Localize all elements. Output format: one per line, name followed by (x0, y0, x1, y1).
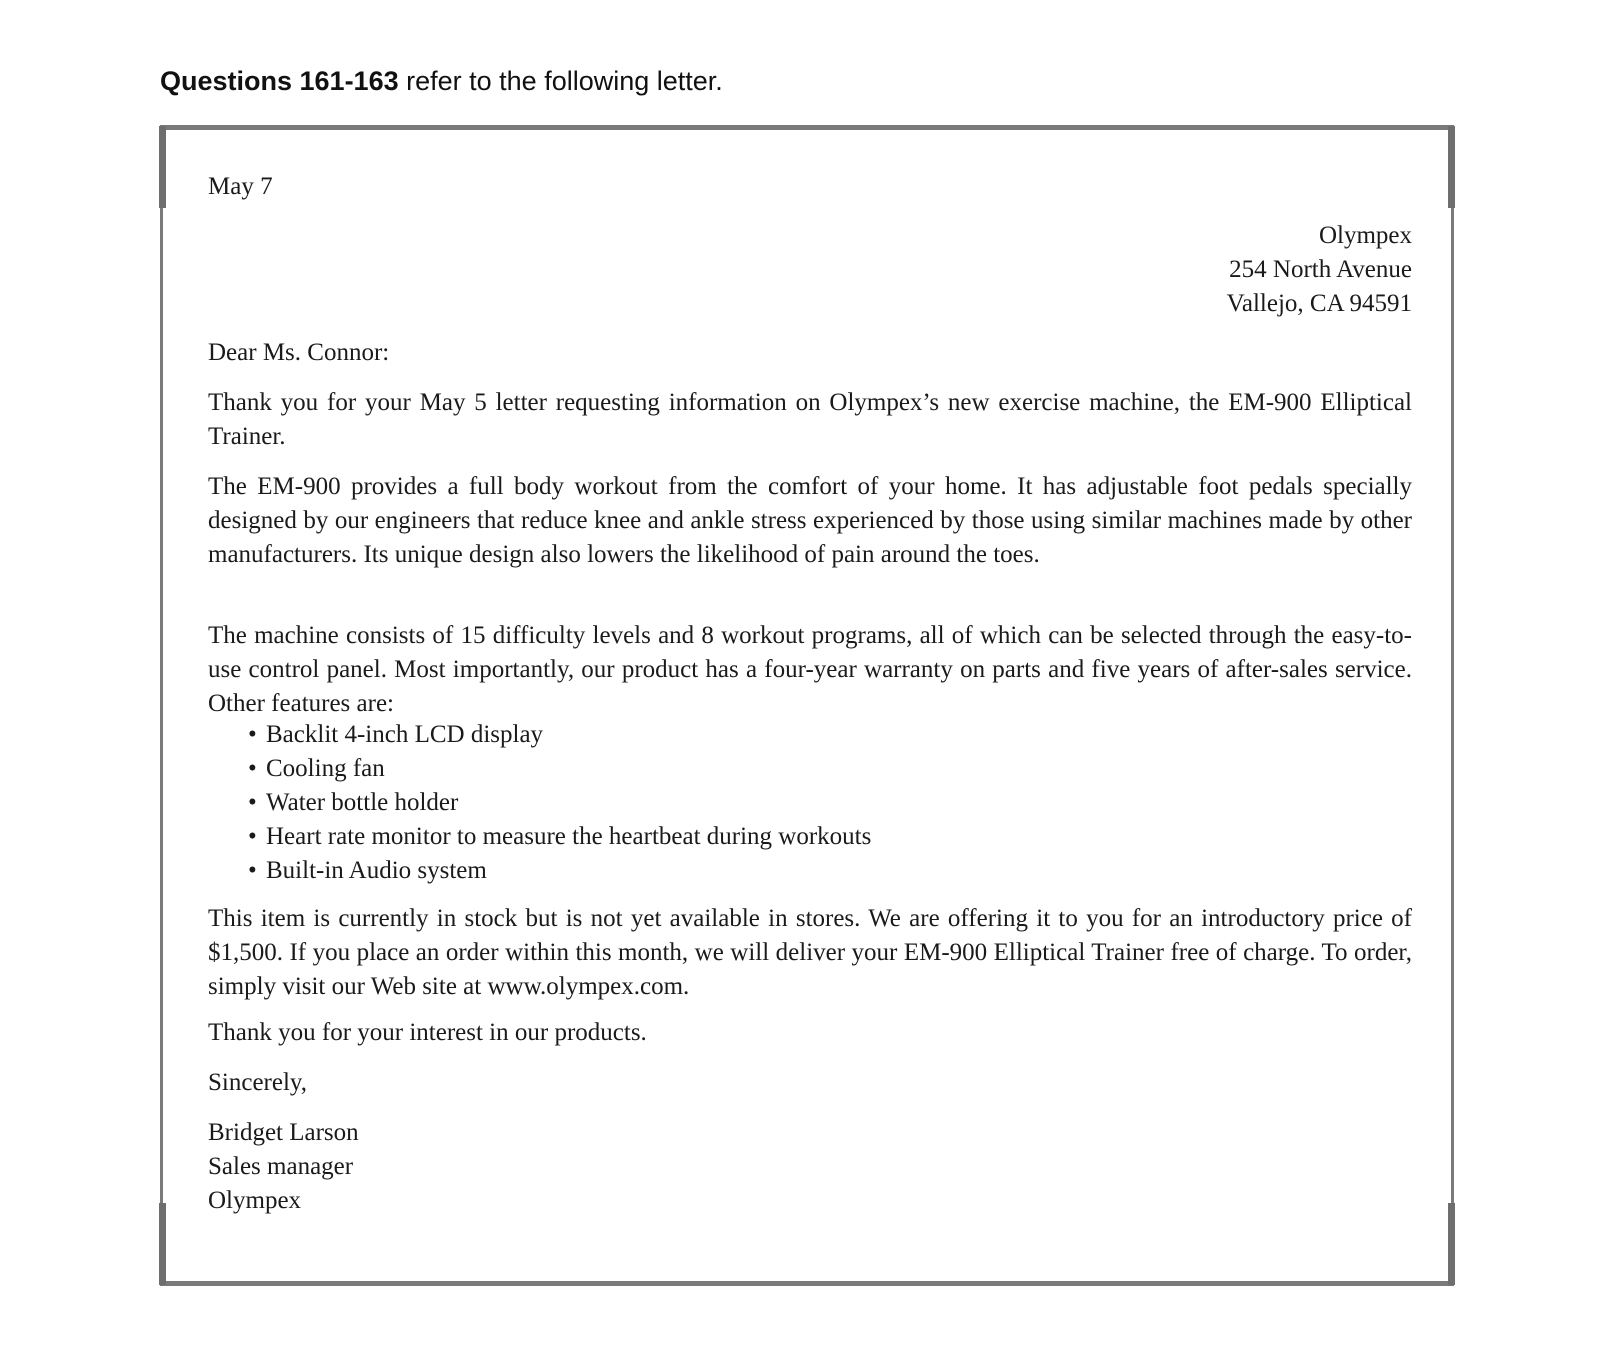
paragraph-offer: This item is currently in stock but is not yet available in stores. We are offering it to you for an introductory price of $1,500. If you place an order within this month, we will deliver your EM-900 Elliptical Trainer free of charge. To order, simply visit our Web site at www.olympex.com. (208, 905, 1412, 1000)
signer-title: Sales manager (208, 1153, 354, 1180)
sender-city: Vallejo, CA 94591 (1226, 290, 1412, 317)
paragraph-description: The EM-900 provides a full body workout from the comfort of your home. It has adjustable foot pedals specially designed by our engineers that reduce knee and ankle stress experienced by those using similar machines made by other manufacturers. Its unique design also lowers the likelihood of pain around the toes. (208, 473, 1412, 568)
questions-heading (160, 64, 723, 98)
sender-address (1227, 219, 1412, 321)
salutation: Dear Ms. Connor: (208, 339, 390, 366)
feature-list (248, 718, 871, 888)
frame-corner-bottom-right (1448, 1203, 1455, 1285)
thanks-line: Thank you for your interest in our products. (208, 1019, 647, 1046)
questions-instruction: refer to the following letter. (398, 66, 723, 96)
letter-date: May 7 (208, 173, 273, 200)
signer-name: Bridget Larson (208, 1119, 359, 1146)
signer-company: Olympex (208, 1187, 302, 1214)
paragraph-intro: Thank you for your May 5 letter requesting information on Olympex’s new exercise machine, the EM-900 Elliptical Trainer. (208, 389, 1412, 450)
list-item: • Cooling fan (248, 752, 871, 786)
frame-corner-top-left (159, 126, 166, 208)
bullet-icon: • (248, 857, 257, 884)
bullet-icon: • (248, 721, 257, 748)
list-item: • Water bottle holder (248, 786, 871, 820)
signature-block (208, 1116, 359, 1218)
bullet-icon: • (248, 789, 257, 816)
list-item: • Heart rate monitor to measure the heartbeat during workouts (248, 820, 871, 854)
bullet-icon: • (248, 755, 257, 782)
closing: Sincerely, (208, 1069, 308, 1096)
frame-corner-top-right (1448, 126, 1455, 208)
frame-corner-bottom-left (159, 1203, 166, 1285)
sender-street: 254 North Avenue (1229, 256, 1412, 283)
questions-range: Questions 161-163 (160, 66, 399, 96)
sender-company: Olympex (1318, 222, 1412, 249)
list-item: • Built-in Audio system (248, 854, 871, 888)
list-item: • Backlit 4-inch LCD display (248, 718, 871, 752)
paragraph-features-intro: The machine consists of 15 difficulty levels and 8 workout programs, all of which can be selected through the easy-to-use control panel. Most importantly, our product has a four-year warranty on parts and five years of after-sales service. Other features are: (208, 622, 1412, 717)
bullet-icon: • (248, 823, 257, 850)
